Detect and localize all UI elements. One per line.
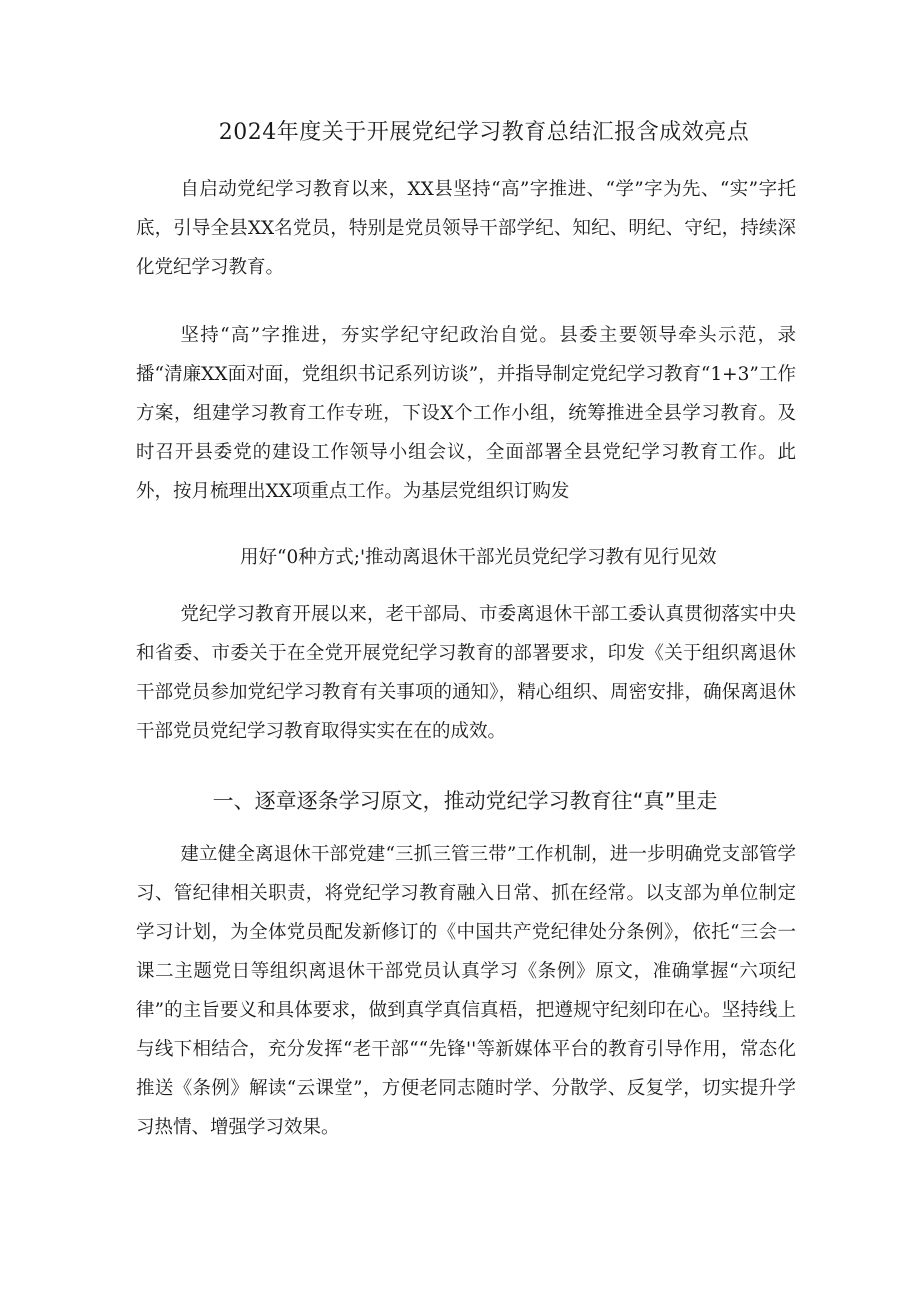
section-1-paragraph: 建立健全离退休干部党建“三抓三管三带”工作机制，进一步明确党支部管学习、管纪律相关职责，将党纪学习教育融入日常、抓在经常。以支部为单位制定学习计划，为全体党员配发新修订的《中国共产党纪律处分条例》，依托“三会一课二主题党日等组织离退休干部党员认真学习《条例》原文，准确掌握“六项纪律”的主旨要义和具体要求，做到真学真信真梧，把遵规守纪刻印在心。坚持线上与线下相结合，充分发挥“老干部““先锋''等新媒体平台的教育引导作用，常态化推送《条例》解读“云课堂”，方便老同志随时学、分散学、反复学，切实提升学习热情、增强学习效果。 [136, 844, 796, 1138]
retiree-intro-paragraph: 党纪学习教育开展以来，老干部局、市委离退休干部工委认真贯彻落实中央和省委、市委关于在全党开展党纪学习教育的部署要求，印发《关于组织离退休干部党员参加党纪学习教育有关事项的通知》，精心组织、周密安排，确保离退休干部党员党纪学习教育取得实实在在的成效。 [136, 604, 796, 742]
section-high-paragraph: 坚持“高”字推进，夯实学纪守纪政治自觉。县委主要领导牵头示范，录播“清廉XX面对面，党组织书记系列访谈”，并指导制定党纪学习教育“1+3”工作方案，组建学习教育工作专班，下设X个工作小组，统筹推进全县学习教育。及时召开县委党的建设工作领导小组会议，全面部署全县党纪学习教育工作。此外，按月梳理出XX项重点工作。为基层党组织订购发 [136, 325, 796, 502]
subtitle-line: 用好“0种方式;'推动离退休干部光员党纪学习教有见行见效 [240, 547, 717, 568]
intro-paragraph: 自启动党纪学习教育以来，XX县坚持“高”字推进、“学”字为先、“实”字托底，引导全县XX名党员，特别是党员领导干部学纪、知纪、明纪、守纪，持续深化党纪学习教育。 [136, 179, 796, 278]
section-heading-1: 一、逐章逐条学习原文，推动党纪学习教育往“真”里走 [212, 789, 718, 813]
document-title: 2024年度关于开展党纪学习教育总结汇报含成效亮点 [218, 120, 750, 145]
